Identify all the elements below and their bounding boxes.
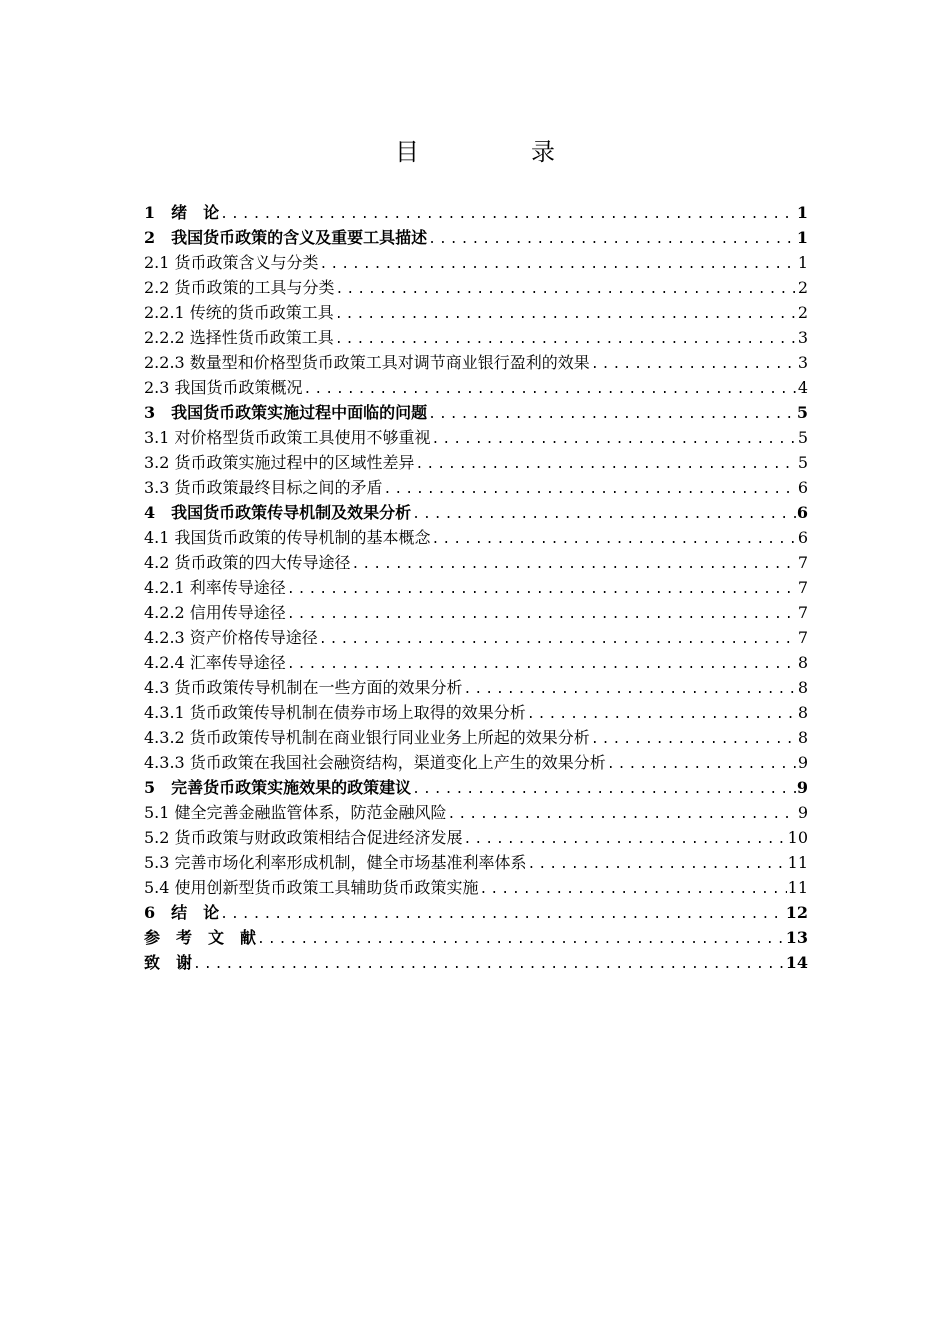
- toc-leader-dots: [257, 927, 785, 950]
- toc-entry-page-number: 8: [797, 678, 808, 697]
- toc-entry[interactable]: [144, 350, 808, 375]
- toc-entry-page-number: 11: [787, 853, 808, 872]
- toc-entry-label: 2.2.1 传统的货币政策工具: [144, 303, 334, 322]
- toc-leader-dots: [416, 452, 797, 475]
- toc-leader-dots: [464, 827, 787, 850]
- toc-entry-label: 5.3 完善市场化利率形成机制，健全市场基准利率体系: [144, 853, 527, 872]
- toc-entry[interactable]: [144, 550, 808, 575]
- toc-entry-label: 6 结 论: [144, 903, 220, 922]
- toc-entry[interactable]: [144, 450, 808, 475]
- toc-entry-page-number: 7: [797, 603, 808, 622]
- toc-entry[interactable]: [144, 675, 808, 700]
- toc-entry-label: 2 我国货币政策的含义及重要工具描述: [144, 228, 428, 247]
- toc-entry-page-number: 1: [796, 203, 808, 222]
- toc-leader-dots: [527, 702, 797, 725]
- toc-leader-dots: [428, 402, 796, 425]
- toc-entry[interactable]: [144, 625, 808, 650]
- toc-entry-label: 参 考 文 献: [144, 928, 257, 947]
- toc-entry[interactable]: [144, 725, 808, 750]
- toc-leader-dots: [412, 502, 796, 525]
- toc-entry-page-number: 3: [797, 328, 808, 347]
- toc-leader-dots: [432, 527, 797, 550]
- toc-leader-dots: [607, 752, 797, 775]
- toc-entry-label: 3.1 对价格型货币政策工具使用不够重视: [144, 428, 431, 447]
- toc-entry-label: 致 谢: [144, 953, 193, 972]
- toc-entry[interactable]: [144, 775, 808, 800]
- toc-leader-dots: [287, 577, 797, 600]
- toc-entry[interactable]: [144, 250, 808, 275]
- toc-leader-dots: [335, 327, 797, 350]
- toc-entry[interactable]: [144, 925, 808, 950]
- table-of-contents: [144, 200, 808, 975]
- toc-entry-label: 4.3.3 货币政策在我国社会融资结构，渠道变化上产生的效果分析: [144, 753, 606, 772]
- toc-entry-page-number: 10: [787, 828, 808, 847]
- toc-leader-dots: [480, 877, 787, 900]
- toc-entry-label: 5.1 健全完善金融监管体系，防范金融风险: [144, 803, 447, 822]
- toc-entry-page-number: 2: [797, 278, 808, 297]
- toc-leader-dots: [335, 302, 797, 325]
- toc-entry-label: 2.3 我国货币政策概况: [144, 378, 303, 397]
- toc-leader-dots: [319, 627, 797, 650]
- toc-entry-label: 4.3.1 货币政策传导机制在债券市场上取得的效果分析: [144, 703, 526, 722]
- toc-leader-dots: [464, 677, 797, 700]
- toc-entry[interactable]: [144, 375, 808, 400]
- toc-entry[interactable]: [144, 425, 808, 450]
- toc-entry[interactable]: [144, 475, 808, 500]
- toc-entry-label: 4 我国货币政策传导机制及效果分析: [144, 503, 412, 522]
- toc-entry[interactable]: [144, 200, 808, 225]
- toc-leader-dots: [428, 227, 796, 250]
- toc-entry-page-number: 8: [797, 703, 808, 722]
- toc-entry-label: 4.2.4 汇率传导途径: [144, 653, 286, 672]
- toc-entry-page-number: 13: [785, 928, 808, 947]
- toc-leader-dots: [528, 852, 787, 875]
- toc-entry-page-number: 7: [797, 628, 808, 647]
- toc-entry-page-number: 7: [797, 578, 808, 597]
- toc-entry-page-number: 5: [797, 453, 808, 472]
- toc-entry-page-number: 14: [785, 953, 808, 972]
- toc-leader-dots: [287, 602, 797, 625]
- toc-entry-label: 2.2 货币政策的工具与分类: [144, 278, 335, 297]
- toc-entry-page-number: 6: [797, 478, 808, 497]
- toc-entry-page-number: 6: [797, 528, 808, 547]
- toc-entry[interactable]: [144, 750, 808, 775]
- toc-entry[interactable]: [144, 825, 808, 850]
- toc-entry-page-number: 9: [796, 778, 808, 797]
- toc-title: 目 录: [395, 138, 599, 166]
- toc-leader-dots: [384, 477, 797, 500]
- toc-entry-page-number: 5: [796, 403, 808, 422]
- toc-entry-label: 4.2.2 信用传导途径: [144, 603, 286, 622]
- toc-entry[interactable]: [144, 700, 808, 725]
- toc-leader-dots: [193, 952, 785, 975]
- toc-entry-label: 2.2.2 选择性货币政策工具: [144, 328, 334, 347]
- toc-entry-page-number: 2: [797, 303, 808, 322]
- toc-entry[interactable]: [144, 575, 808, 600]
- toc-entry[interactable]: [144, 800, 808, 825]
- toc-leader-dots: [448, 802, 797, 825]
- toc-leader-dots: [320, 252, 797, 275]
- toc-entry-label: 3.2 货币政策实施过程中的区域性差异: [144, 453, 415, 472]
- toc-entry-label: 4.2.1 利率传导途径: [144, 578, 286, 597]
- toc-entry-page-number: 1: [796, 228, 808, 247]
- toc-entry[interactable]: [144, 900, 808, 925]
- toc-entry-page-number: 3: [797, 353, 808, 372]
- toc-entry-page-number: 12: [785, 903, 808, 922]
- toc-entry-label: 5.4 使用创新型货币政策工具辅助货币政策实施: [144, 878, 479, 897]
- toc-leader-dots: [336, 277, 797, 300]
- toc-entry-page-number: 8: [797, 653, 808, 672]
- toc-leader-dots: [304, 377, 797, 400]
- toc-entry-page-number: 11: [787, 878, 808, 897]
- toc-entry-label: 4.2 货币政策的四大传导途径: [144, 553, 351, 572]
- toc-entry[interactable]: [144, 325, 808, 350]
- toc-entry-label: 4.3 货币政策传导机制在一些方面的效果分析: [144, 678, 463, 697]
- toc-entry-page-number: 4: [797, 378, 808, 397]
- toc-entry-page-number: 5: [797, 428, 808, 447]
- toc-entry-label: 3 我国货币政策实施过程中面临的问题: [144, 403, 428, 422]
- toc-leader-dots: [591, 352, 797, 375]
- toc-leader-dots: [220, 902, 785, 925]
- toc-entry-page-number: 6: [796, 503, 808, 522]
- toc-entry-label: 2.2.3 数量型和价格型货币政策工具对调节商业银行盈利的效果: [144, 353, 590, 372]
- toc-entry-page-number: 7: [797, 553, 808, 572]
- toc-entry[interactable]: [144, 300, 808, 325]
- toc-entry[interactable]: [144, 500, 808, 525]
- toc-entry[interactable]: [144, 400, 808, 425]
- toc-entry[interactable]: [144, 875, 808, 900]
- toc-entry-label: 4.3.2 货币政策传导机制在商业银行同业业务上所起的效果分析: [144, 728, 590, 747]
- toc-entry-label: 2.1 货币政策含义与分类: [144, 253, 319, 272]
- toc-leader-dots: [432, 427, 797, 450]
- toc-entry[interactable]: [144, 275, 808, 300]
- toc-leader-dots: [412, 777, 796, 800]
- toc-leader-dots: [591, 727, 797, 750]
- toc-entry-label: 5.2 货币政策与财政政策相结合促进经济发展: [144, 828, 463, 847]
- toc-entry[interactable]: [144, 850, 808, 875]
- toc-entry-page-number: 1: [797, 253, 808, 272]
- toc-entry[interactable]: [144, 950, 808, 975]
- toc-leader-dots: [287, 652, 797, 675]
- toc-leader-dots: [220, 202, 796, 225]
- toc-entry-page-number: 9: [797, 753, 808, 772]
- toc-entry[interactable]: [144, 650, 808, 675]
- toc-entry-label: 5 完善货币政策实施效果的政策建议: [144, 778, 412, 797]
- toc-leader-dots: [352, 552, 797, 575]
- toc-entry-label: 4.1 我国货币政策的传导机制的基本概念: [144, 528, 431, 547]
- toc-entry-label: 4.2.3 资产价格传导途径: [144, 628, 318, 647]
- toc-entry[interactable]: [144, 525, 808, 550]
- toc-entry-page-number: 8: [797, 728, 808, 747]
- toc-entry-label: 3.3 货币政策最终目标之间的矛盾: [144, 478, 383, 497]
- toc-entry-page-number: 9: [797, 803, 808, 822]
- toc-entry[interactable]: [144, 225, 808, 250]
- toc-entry[interactable]: [144, 600, 808, 625]
- toc-entry-label: 1 绪 论: [144, 203, 220, 222]
